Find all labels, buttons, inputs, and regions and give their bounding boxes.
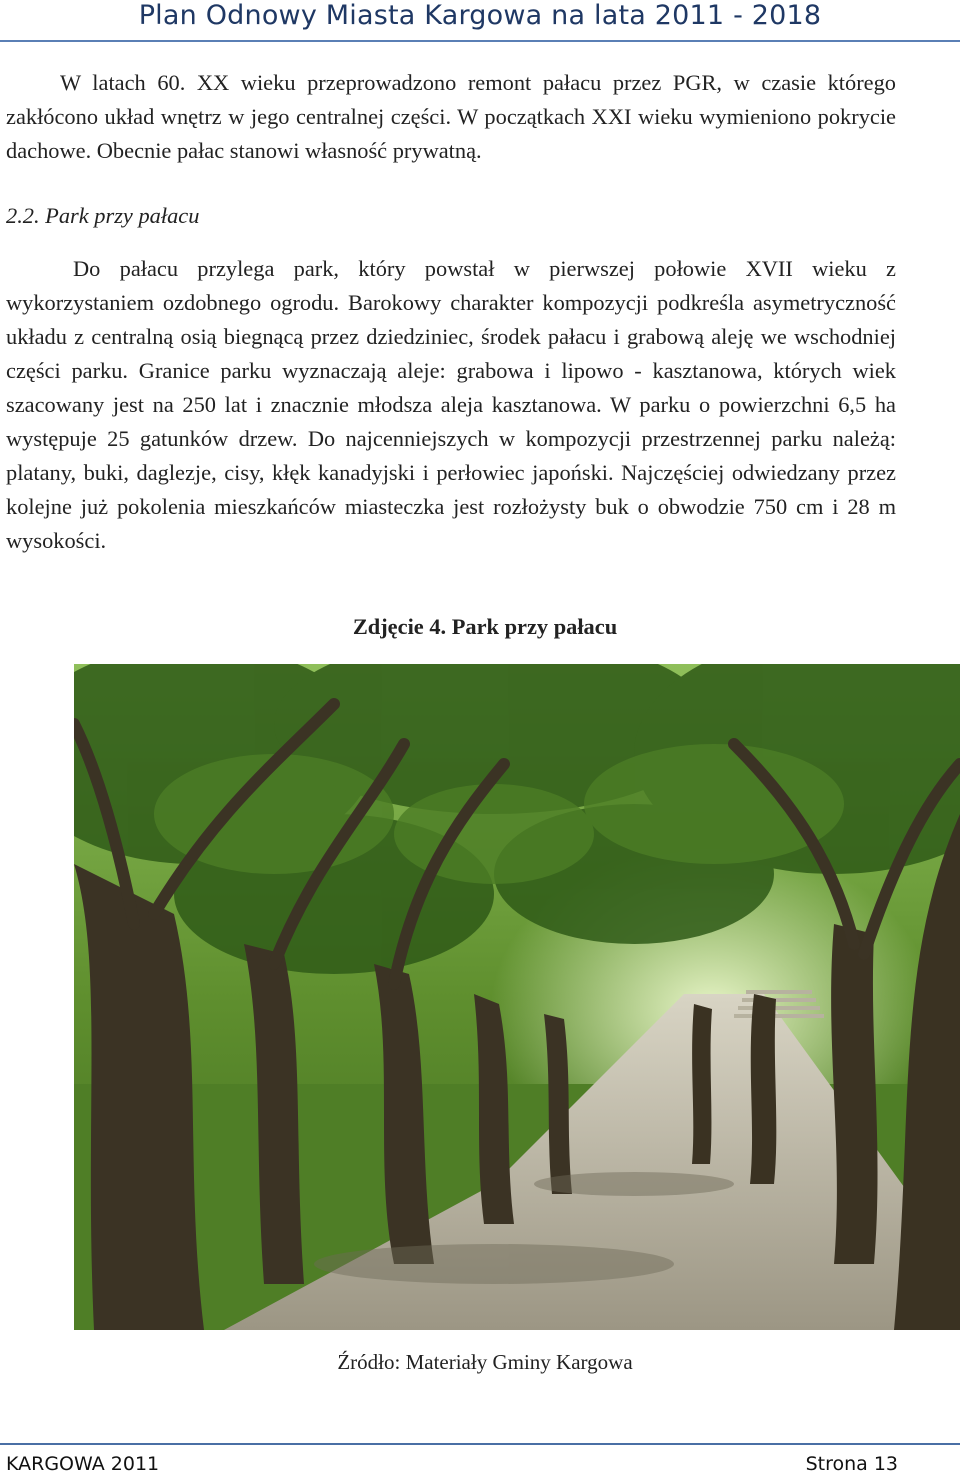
paragraph-palace-history: W latach 60. XX wieku przeprowadzono remont pałacu przez PGR, w czasie którego zakłócono układ wnętrz w jego centralnej części. W początkach XXI wieku wymieniono pokrycie dachowe. Obecnie pałac stanowi własność prywatną. — [6, 70, 896, 163]
footer-label: KARGOWA 2011 — [6, 1453, 160, 1475]
header-divider — [0, 40, 960, 42]
document-title: Plan Odnowy Miasta Kargowa na lata 2011 - 2018 — [138, 0, 822, 31]
footer-divider — [0, 1443, 960, 1445]
paragraph-park-description: Do pałacu przylega park, który powstał w pierwszej połowie XVII wieku z wykorzystaniem ozdobnego ogrodu. Barokowy charakter kompozycji podkreśla asymetryczność układu z centralną osią biegnącą przez dziedziniec, środek pałacu i grabową aleję we wschodniej części parku. Granice parku wyznaczają aleje: grabowa i lipowo - kasztanowa, których wiek szacowany jest na 250 lat i znacznie młodsza aleja kasztanowa. W parku o powierzchni 6,5 ha występuje 25 gatunków drzew. Do najcenniejszych w kompozycji przestrzennej parku należą: platany, buki, daglezje, cisy, kłęk kanadyjski i perłowiec japoński. Najczęściej odwiedzany przez kolejne już pokolenia mieszkańców miasteczka jest rozłożysty buk o obwodzie 750 cm i 28 m wysokości. — [6, 256, 896, 553]
park-alley-photo — [74, 664, 960, 1330]
photo-caption: Zdjęcie 4. Park przy pałacu — [352, 614, 618, 639]
section-heading: 2.2. Park przy pałacu — [6, 203, 200, 228]
page-header — [0, 0, 960, 44]
page-number: Strona 13 — [805, 1453, 898, 1475]
photo-source: Źródło: Materiały Gminy Kargowa — [337, 1350, 633, 1374]
